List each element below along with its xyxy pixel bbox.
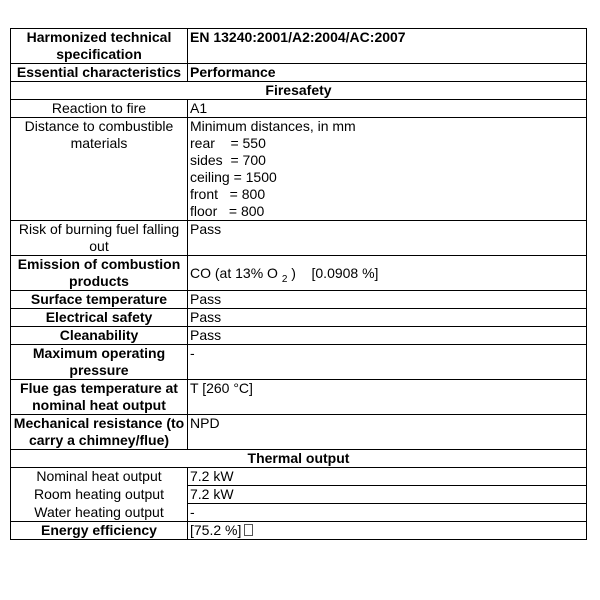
row-electrical-safety <box>11 309 587 327</box>
value-cleanability: Pass <box>188 327 587 345</box>
label-surface-temperature: Surface temperature <box>11 291 188 309</box>
co-suffix: ) <box>291 264 296 281</box>
label-distance: Distance to combustible materials <box>11 118 188 221</box>
row-flue-gas <box>11 380 587 415</box>
row-max-pressure <box>11 345 587 380</box>
row-reaction-to-fire <box>11 100 587 118</box>
distance-front: front = 800 <box>190 186 266 202</box>
label-emission: Emission of combustion products <box>11 256 188 291</box>
distance-sides: sides = 700 <box>190 152 266 168</box>
value-surface-temperature: Pass <box>188 291 587 309</box>
label-water-heating-output: Water heating output <box>11 504 188 522</box>
value-max-pressure: - <box>188 345 587 380</box>
row-emission <box>11 256 587 291</box>
value-burning-fuel: Pass <box>188 221 587 256</box>
row-water-heating-output <box>11 504 587 522</box>
value-reaction-to-fire: A1 <box>188 100 587 118</box>
value-electrical-safety: Pass <box>188 309 587 327</box>
energy-efficiency-value: [75.2 %] <box>190 522 242 538</box>
row-burning-fuel <box>11 221 587 256</box>
label-harmonized-spec: Harmonized technical specification <box>11 29 188 64</box>
missing-glyph-box-icon <box>244 524 253 536</box>
row-cleanability <box>11 327 587 345</box>
co-value: [0.0908 %] <box>311 264 379 281</box>
header-performance: Performance <box>188 64 587 82</box>
label-burning-fuel: Risk of burning fuel falling out <box>11 221 188 256</box>
row-section-firesafety <box>11 82 587 100</box>
section-firesafety: Firesafety <box>11 82 587 100</box>
value-harmonized-spec: EN 13240:2001/A2:2004/AC:2007 <box>188 29 587 64</box>
label-flue-gas: Flue gas temperature at nominal heat output <box>11 380 188 415</box>
distance-rear: rear = 550 <box>190 135 266 151</box>
row-nominal-heat-output <box>11 468 587 486</box>
label-room-heating-output: Room heating output <box>11 486 188 504</box>
row-room-heating-output <box>11 486 587 504</box>
specification-table <box>10 28 587 540</box>
row-section-thermal <box>11 450 587 468</box>
row-mechanical-resistance <box>11 415 587 450</box>
value-water-heating-output: - <box>188 504 587 522</box>
label-max-pressure: Maximum operating pressure <box>11 345 188 380</box>
distance-floor: floor = 800 <box>190 203 265 219</box>
distance-title: Minimum distances, in mm <box>190 118 356 134</box>
row-harmonized-spec <box>11 29 587 64</box>
row-energy-efficiency <box>11 522 587 540</box>
value-flue-gas: T [260 °C] <box>188 380 587 415</box>
distance-ceiling: ceiling = 1500 <box>190 169 277 185</box>
label-electrical-safety: Electrical safety <box>11 309 188 327</box>
header-essential-characteristics: Essential characteristics <box>11 64 188 82</box>
label-reaction-to-fire: Reaction to fire <box>11 100 188 118</box>
value-emission <box>188 256 587 291</box>
label-nominal-heat-output: Nominal heat output <box>11 468 188 486</box>
row-column-headers <box>11 64 587 82</box>
value-distance <box>188 118 587 221</box>
row-distance <box>11 118 587 221</box>
label-cleanability: Cleanability <box>11 327 188 345</box>
value-energy-efficiency <box>188 522 587 540</box>
co-subscript: 2 <box>281 273 288 285</box>
value-room-heating-output: 7.2 kW <box>188 486 587 504</box>
label-mechanical-resistance: Mechanical resistance (to carry a chimney/flue) <box>11 415 188 450</box>
value-nominal-heat-output: 7.2 kW <box>188 468 587 486</box>
value-mechanical-resistance: NPD <box>188 415 587 450</box>
section-thermal-output: Thermal output <box>11 450 587 468</box>
label-energy-efficiency: Energy efficiency <box>11 522 188 540</box>
co-prefix: CO (at 13% O <box>190 264 278 281</box>
row-surface-temperature <box>11 291 587 309</box>
